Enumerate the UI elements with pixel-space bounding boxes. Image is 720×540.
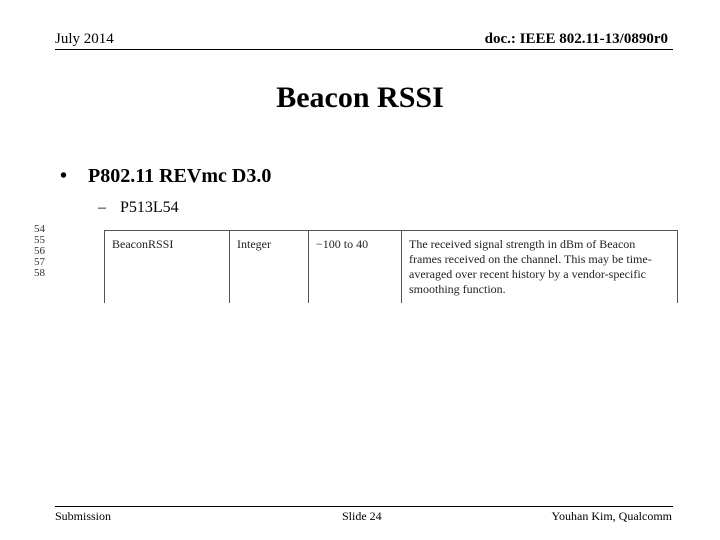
line-numbers [34,220,45,279]
line-number: 55 [34,234,45,246]
footer-author: Youhan Kim, Qualcomm [551,509,672,523]
line-number: 58 [34,267,45,279]
footer-slide-number: Slide 24 [342,509,382,523]
table-row [105,231,678,304]
footer-rule [55,506,673,507]
bullet-item [60,164,271,188]
cell-name: BeaconRSSI [105,231,230,304]
bullet-dot-icon: • [60,165,68,187]
header-doc-id: doc.: IEEE 802.11-13/0890r0 [484,31,668,47]
line-number: 56 [34,245,45,257]
spec-table [104,230,678,303]
bullet-text: P802.11 REVmc D3.0 [88,165,272,187]
header-date: July 2014 [55,31,114,47]
sub-bullet-text: P513L54 [120,199,179,216]
dash-icon: – [98,199,106,216]
header-rule [55,49,673,50]
cell-description: The received signal strength in dBm of Beacon frames received on the channel. This may be time-averaged over recent history by a vendor-specific smoothing function. [402,231,678,304]
cell-range: −100 to 40 [309,231,402,304]
sub-bullet-item [98,198,179,218]
line-number: 57 [34,256,45,268]
line-number: 54 [34,223,45,235]
footer-submission: Submission [55,509,112,523]
slide-title: Beacon RSSI [276,81,444,114]
cell-type: Integer [230,231,309,304]
